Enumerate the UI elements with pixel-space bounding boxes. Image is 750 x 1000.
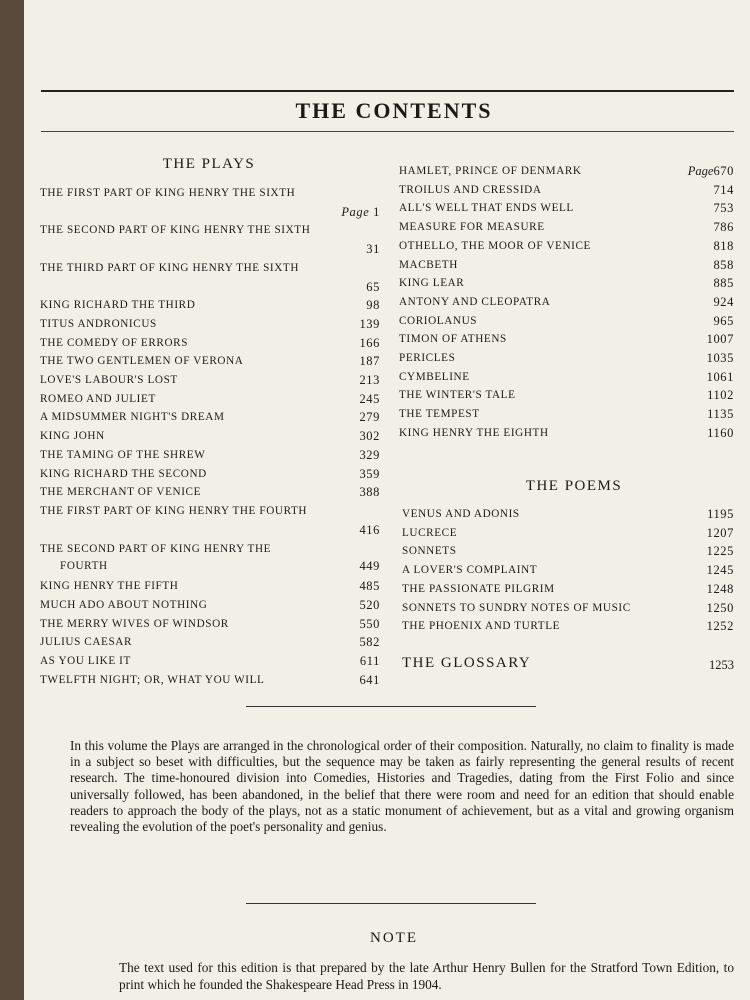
entry-title: THE FIRST PART OF KING HENRY THE FOURTH [40,504,308,517]
entry-page-wrap [359,408,380,427]
entry-title: KING HENRY THE FIFTH [40,580,179,593]
entry-title: MEASURE FOR MEASURE [399,221,545,234]
entry-title: MUCH ADO ABOUT NOTHING [40,599,208,612]
entry-title: CORIOLANUS [399,314,478,327]
entry-page-wrap [713,274,734,293]
entry-title: JULIUS CAESAR [40,636,133,649]
toc-entry [399,237,734,256]
toc-entry [399,199,734,218]
entry-title: THE THIRD PART OF KING HENRY THE SIXTH [40,261,300,274]
entry-page-wrap [713,256,734,275]
toc-entry [40,221,380,258]
entry-title: THE MERCHANT OF VENICE [40,486,202,499]
entry-page-wrap [707,617,734,636]
toc-entry [40,596,380,615]
entry-page: 818 [713,238,734,253]
entry-page: 1135 [707,407,734,422]
entry-page: 416 [359,522,380,537]
entry-page: 166 [359,335,380,350]
entry-title: KING RICHARD THE THIRD [40,299,196,312]
entry-page: 885 [713,276,734,291]
page-prefix: Page [341,204,370,219]
entry-page-wrap [713,218,734,237]
page-prefix: Page [687,164,714,178]
glossary-title: THE GLOSSARY [402,655,532,671]
entry-page: 550 [359,616,380,631]
entry-page-wrap [366,296,380,315]
entry-page: 520 [359,598,380,613]
toc-entry [399,386,734,405]
entry-page: 1 [373,204,380,219]
entry-page: 65 [366,279,380,294]
separator-rule [246,706,536,707]
toc-entry [40,334,380,353]
entry-title: THE TEMPEST [399,408,480,421]
entry-page-wrap [707,599,734,618]
plays-heading: THE PLAYS [162,156,256,172]
toc-entry [40,465,380,484]
toc-entry [399,368,734,387]
entry-title: MACBETH [399,258,458,271]
toc-entry [399,181,734,200]
entry-page: 1252 [706,619,734,634]
note-heading: NOTE [370,930,418,946]
entry-page: 279 [359,410,380,425]
entry-page: 1160 [707,425,734,440]
entry-page: 582 [359,635,380,650]
entry-title: SONNETS [402,545,457,558]
entry-title: THE TWO GENTLEMEN OF VERONA [40,355,244,368]
entry-page: 924 [713,294,734,309]
entry-title: THE PASSIONATE PILGRIM [402,582,555,595]
entry-title: THE PHOENIX AND TURTLE [402,620,561,633]
entry-page: 641 [359,672,380,687]
toc-entry [402,542,734,561]
toc-entry [40,652,380,671]
toc-entry [40,671,380,690]
entry-title: CYMBELINE [399,370,470,383]
entry-page: 965 [713,313,734,328]
entry-page: 1207 [706,525,734,540]
toc-entry [399,312,734,331]
toc-entry [399,424,734,443]
entry-title: THE FIRST PART OF KING HENRY THE SIXTH [40,187,296,199]
entry-title: LUCRECE [402,526,458,539]
entry-title: PERICLES [399,352,456,365]
entry-page: 1195 [707,507,734,521]
entry-title: TWELFTH NIGHT; OR, WHAT YOU WILL [40,673,265,686]
entry-title: THE TAMING OF THE SHREW [40,448,206,461]
entry-title: TIMON OF ATHENS [399,333,507,346]
toc-entry [40,371,380,390]
toc-entry [399,405,734,424]
toc-entry [40,352,380,371]
entry-page: 359 [359,466,380,481]
entry-page: 98 [366,298,380,313]
entry-page-wrap [707,561,734,580]
entry-page-wrap [707,580,734,599]
toc-entry [40,390,380,409]
entry-page-line [40,240,380,259]
entry-title: TITUS ANDRONICUS [40,317,157,330]
poems-heading: THE POEMS [525,478,623,494]
entry-page: 449 [359,559,380,574]
entry-page: 187 [359,354,380,369]
plays-list-right [399,162,734,443]
entry-title: KING JOHN [40,430,105,443]
entry-title: A LOVER'S COMPLAINT [402,564,538,577]
entry-page-wrap [359,315,380,334]
entry-title: THE MERRY WIVES OF WINDSOR [40,617,229,630]
entry-page: 388 [359,485,380,500]
entry-page-wrap [359,390,380,409]
entry-page-wrap [707,330,734,349]
entry-page-wrap [707,386,734,405]
toc-entry [40,577,380,596]
entry-page-wrap [359,596,380,615]
toc-entry [399,218,734,237]
entry-page-wrap [707,542,734,561]
entry-page-wrap [707,424,734,443]
entry-title: ROMEO AND JULIET [40,392,156,405]
entry-page-wrap [359,615,380,634]
entry-page-wrap [707,505,734,524]
entry-title: KING LEAR [399,277,465,290]
toc-entry [399,293,734,312]
entry-title: OTHELLO, THE MOOR OF VENICE [399,239,591,252]
book-page [24,0,750,1000]
entry-page-line [40,278,380,297]
entry-page-wrap [707,405,734,424]
page-title: THE CONTENTS [295,98,493,123]
entry-page: 1250 [706,600,734,615]
entry-page-line [40,521,380,540]
entry-page: 1248 [706,581,734,596]
entry-page: 1007 [706,332,734,347]
entry-title: HAMLET, PRINCE OF DENMARK [399,165,582,177]
entry-page: 245 [359,391,380,406]
entry-page: 1225 [706,544,734,559]
toc-entry [40,408,380,427]
toc-entry [40,615,380,634]
glossary-page: 1253 [709,658,734,672]
entry-title: LOVE'S LABOUR'S LOST [40,374,178,387]
entry-page: 139 [359,316,380,331]
entry-title: KING HENRY THE EIGHTH [399,426,549,439]
separator-rule-2 [246,903,536,904]
toc-entry [402,561,734,580]
entry-page-wrap [707,368,734,387]
entry-title-cont: FOURTH [60,560,108,573]
entry-title: VENUS AND ADONIS [402,508,520,520]
entry-page: 31 [366,242,380,257]
toc-entry [40,315,380,334]
entry-page: 714 [713,182,734,197]
top-rule [41,90,734,92]
entry-title: ALL'S WELL THAT ENDS WELL [399,202,574,215]
entry-page: 753 [713,201,734,216]
entry-page-wrap [360,652,380,671]
entry-page-wrap [359,427,380,446]
title-rule [41,131,734,132]
poems-list [402,505,734,636]
entry-page-wrap [359,577,380,596]
toc-entry [40,427,380,446]
entry-page: 485 [359,579,380,594]
entry-page-wrap [713,181,734,200]
entry-page-wrap [359,465,380,484]
toc-entry [399,162,734,181]
entry-page-wrap [707,349,734,368]
entry-page-wrap [359,483,380,502]
entry-title: ANTONY AND CLEOPATRA [399,295,551,308]
entry-page-wrap [359,352,380,371]
entry-page-wrap [713,293,734,312]
entry-page-wrap [359,446,380,465]
toc-entry [399,256,734,275]
bleed-through-text [224,12,744,82]
toc-entry [402,599,734,618]
entry-title: KING RICHARD THE SECOND [40,467,207,480]
entry-page: 1102 [707,388,734,403]
toc-entry [40,184,380,221]
entry-page-wrap [713,312,734,331]
toc-entry [402,617,734,636]
entry-page-wrap [707,524,734,543]
toc-entry [40,633,380,652]
toc-entry [399,349,734,368]
toc-entry [40,259,380,296]
toc-entry [40,541,380,575]
toc-entry [402,580,734,599]
entry-title: A MIDSUMMER NIGHT'S DREAM [40,411,225,424]
entry-page: 611 [359,654,380,669]
entry-title: TROILUS AND CRESSIDA [399,183,542,196]
intro-paragraph: In this volume the Plays are arranged in the chronological order of their composition. Naturally, no claim to finality is made in a subject so beset with difficulties, but the sequence may be taken as fairly representing the general results of recent research. The time-honoured division into Comedies, Histories and Tragedies, dating from the First Folio and since universally followed, has been abandoned, in the belief that there were room and need for an edition that should enable readers to approach the body of the plays, not as a static monument of achievement, but as a vital and growing organism revealing the evolution of the poet's personality and genius. [70,738,734,835]
entry-page: 1245 [706,563,734,578]
entry-title: THE WINTER'S TALE [399,389,516,402]
toc-entry [40,483,380,502]
entry-title: THE SECOND PART OF KING HENRY THE [40,543,272,556]
entry-page-wrap [713,199,734,218]
toc-entry [402,524,734,543]
entry-page-wrap [713,237,734,256]
entry-title: AS YOU LIKE IT [40,655,131,668]
glossary-entry [402,655,734,672]
entry-page-wrap [359,334,380,353]
entry-page-wrap [359,633,380,652]
toc-entry [399,330,734,349]
entry-page: 858 [713,257,734,272]
entry-page-line [40,203,380,222]
entry-page: 329 [359,447,380,462]
entry-page-wrap [688,162,734,181]
toc-entry [399,274,734,293]
entry-page: 786 [713,220,734,235]
toc-entry [40,296,380,315]
entry-title: SONNETS TO SUNDRY NOTES OF MUSIC [402,601,631,614]
entry-title: THE COMEDY OF ERRORS [40,336,189,349]
entry-page-wrap [359,671,380,690]
entry-page: 302 [359,429,380,444]
toc-entry [402,505,734,524]
entry-page: 213 [359,373,380,388]
toc-entry [40,502,380,539]
entry-title: THE SECOND PART OF KING HENRY THE SIXTH [40,224,311,237]
plays-list-left [40,184,380,690]
note-text: The text used for this edition is that prepared by the late Arthur Henry Bullen for the Stratford Town Edition, to print which he founded the Shakespeare Head Press in 1904. [119,960,734,992]
entry-page: 1035 [706,351,734,366]
toc-entry [40,446,380,465]
entry-page: 670 [713,164,734,178]
entry-page: 1061 [706,369,734,384]
entry-page-wrap [359,371,380,390]
